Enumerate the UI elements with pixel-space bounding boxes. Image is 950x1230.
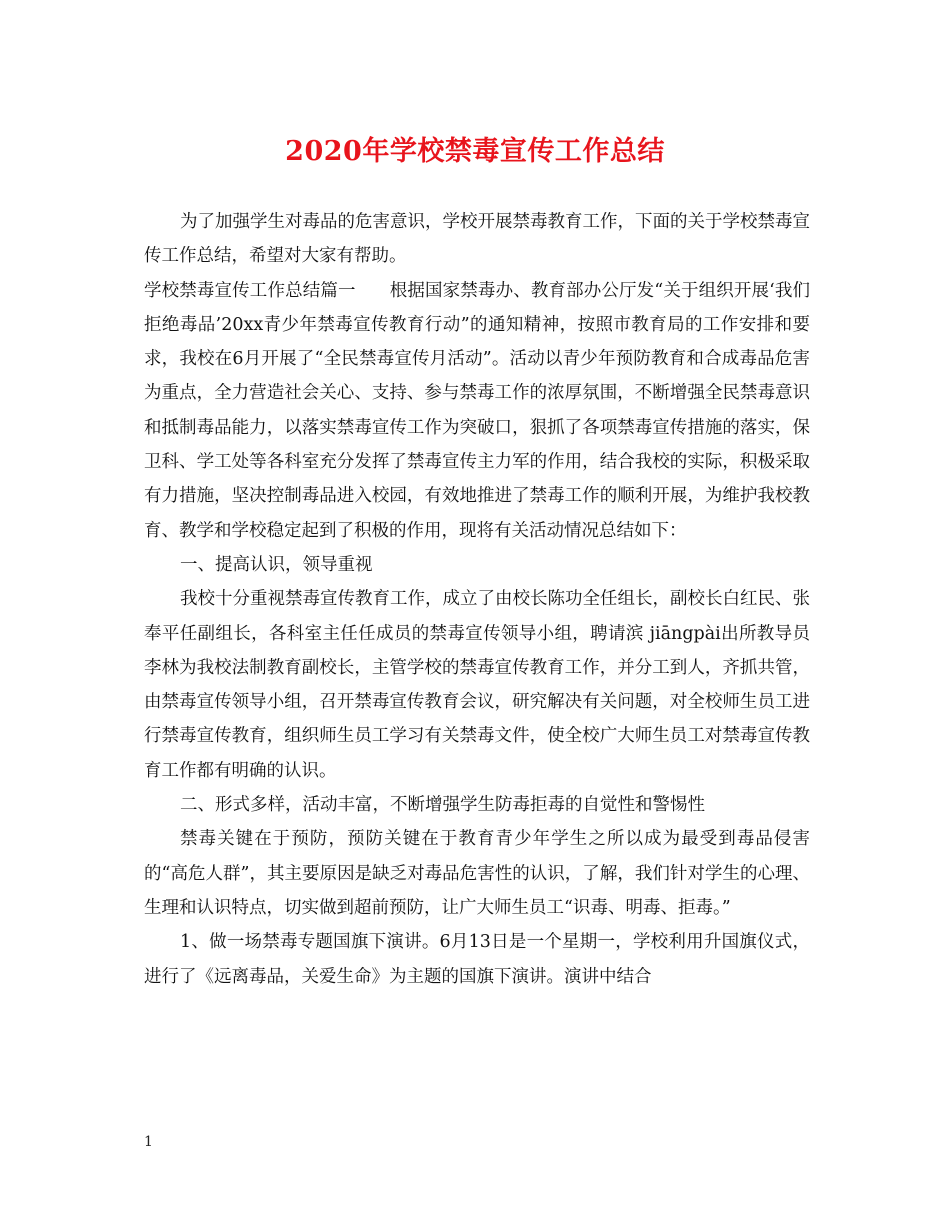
- paragraph-2: 禁毒关键在于预防，预防关键在于教育青少年学生之所以成为最受到毒品侵害的“高危人群”，其主要原因是缺乏对毒品危害性的认识，了解，我们针对学生的心理、生理和认识特点，切实做到超前预防，让广大师生员工“识毒、明毒、拒毒。”: [144, 829, 810, 918]
- intro-paragraph: 为了加强学生对毒品的危害意识，学校开展禁毒教育工作，下面的关于学校禁毒宣传工作总结，希望对大家有帮助。: [144, 212, 810, 267]
- heading-2: 二、形式多样，活动丰富，不断增强学生防毒拒毒的自觉性和警惕性: [180, 795, 705, 816]
- section-paragraph: [144, 274, 810, 548]
- page-number: 1: [144, 1134, 153, 1150]
- section-text: 根据国家禁毒办、教育部办公厅发“关于组织开展‘我们拒绝毒品’20xx青少年禁毒宣传教育行动”的通知精神，按照市教育局的工作安排和要求，我校在6月开展了“全民禁毒宣传月活动”。活动以青少年预防教育和合成毒品危害为重点，全力营造社会关心、支持、参与禁毒工作的浓厚氛围，不断增强全民禁毒意识和抵制毒品能力，以落实禁毒宣传工作为突破口，狠抓了各项禁毒宣传措施的落实，保卫科、学工处等各科室充分发挥了禁毒宣传主力军的作用，结合我校的实际，积极采取有力措施，坚决控制毒品进入校园，有效地推进了禁毒工作的顺利开展，为维护我校教育、教学和学校稳定起到了积极的作用，现将有关活动情况总结如下：: [144, 280, 811, 541]
- section-label: 学校禁毒宣传工作总结篇一: [144, 280, 356, 301]
- paragraph-1: 我校十分重视禁毒宣传教育工作，成立了由校长陈功全任组长，副校长白红民、张奉平任副组长，各科室主任任成员的禁毒宣传领导小组，聘请滨 jiāngpài出所教导员李林为我校法制教育副校长，主管学校的禁毒宣传教育工作，并分工到人，齐抓共管，由禁毒宣传领导小组，召开禁毒宣传教育会议，研究解决有关问题，对全校师生员工进行禁毒宣传教育，组织师生员工学习有关禁毒文件，使全校广大师生员工对禁毒宣传教育工作都有明确的认识。: [144, 589, 810, 781]
- heading-1: 一、提高认识，领导重视: [180, 554, 373, 575]
- paragraph-3: 1、做一场禁毒专题国旗下演讲。6月13日是一个星期一，学校利用升国旗仪式，进行了《远离毒品，关爱生命》为主题的国旗下演讲。演讲中结合: [144, 932, 810, 987]
- document-title: 2020年学校禁毒宣传工作总结: [285, 136, 665, 167]
- document-body: [144, 205, 810, 994]
